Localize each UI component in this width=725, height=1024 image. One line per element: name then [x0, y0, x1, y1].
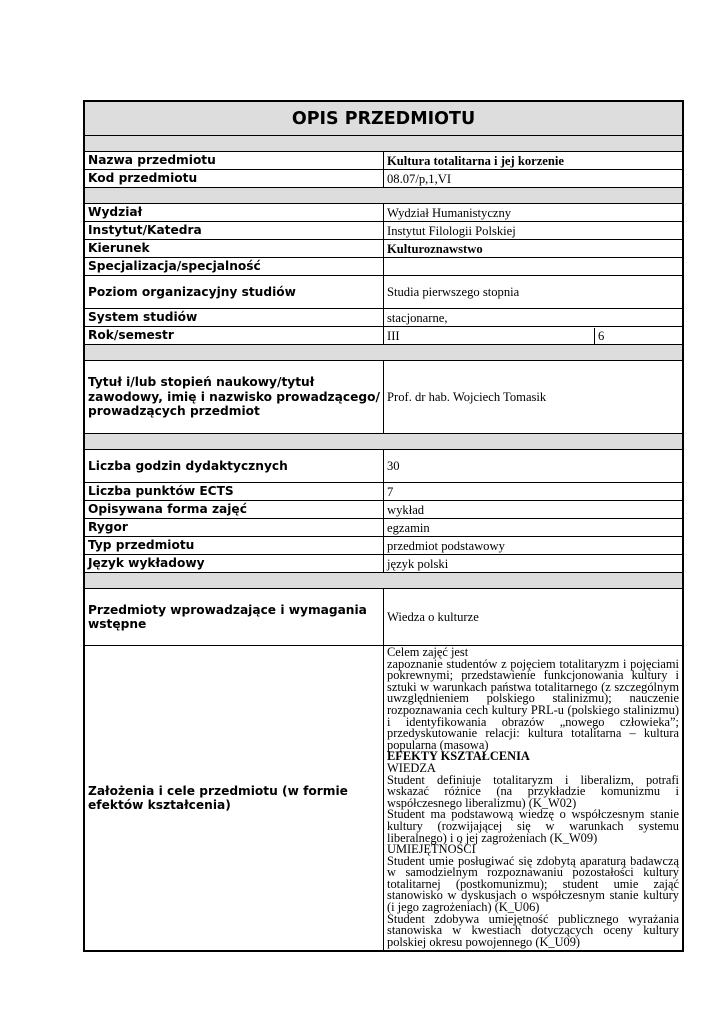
row-goals: [85, 646, 683, 951]
skills-heading: UMIEJĘTNOŚCI: [387, 842, 476, 857]
spacer-row: [85, 434, 683, 450]
goals-aims: zapoznanie studentów z pojęciem totalitaryzm i pojęciami pokrewnymi; przedstawienie funkcjonowania kultury i sztuki w warunkach państwa totalitarnego (z szczególnym uwzględnieniem polskiego stalinizmu); nauczenie rozpoznawania cech kultury PRL-u (polskiego stalinizmu) i identyfikowania obrazów „nowego człowieka”; przedyskutowanie relacji: kultura totalitarna – kultura popularna (masowa): [387, 656, 679, 752]
label-ects: Liczba punktów ECTS: [85, 483, 384, 501]
label-specialization: Specjalizacja/specjalność: [85, 258, 384, 276]
knowledge-effect-2: Student ma podstawową wiedzę o współczesnym stanie kultury (rozwijającej się w warunkach systemu liberalnego) i o jej zagrożeniach (K_W09): [387, 807, 679, 845]
row-field: [85, 240, 683, 258]
spacer-row: [85, 188, 683, 204]
value-course-type: przedmiot podstawowy: [384, 537, 683, 555]
label-field: Kierunek: [85, 240, 384, 258]
value-study-system: stacjonarne,: [384, 309, 683, 327]
value-lecturer: Prof. dr hab. Wojciech Tomasik: [384, 361, 683, 434]
row-ects: [85, 483, 683, 501]
label-rigor: Rygor: [85, 519, 384, 537]
row-study-system: [85, 309, 683, 327]
row-rigor: [85, 519, 683, 537]
row-faculty: [85, 204, 683, 222]
value-semester: 6: [598, 328, 605, 343]
label-course-type: Typ przedmiotu: [85, 537, 384, 555]
spacer-row: [85, 573, 683, 589]
row-class-form: [85, 501, 683, 519]
row-prerequisites: [85, 589, 683, 646]
label-study-level: Poziom organizacyjny studiów: [85, 276, 384, 309]
value-hours: 30: [384, 450, 683, 483]
title-row: [85, 102, 683, 136]
row-year-semester: [85, 327, 683, 345]
label-faculty: Wydział: [85, 204, 384, 222]
value-class-form: wykład: [384, 501, 683, 519]
value-ects: 7: [384, 483, 683, 501]
label-hours: Liczba godzin dydaktycznych: [85, 450, 384, 483]
row-study-level: [85, 276, 683, 309]
value-year-semester: [384, 327, 683, 345]
spacer-cell: [85, 136, 683, 152]
spacer-cell: [85, 434, 683, 450]
row-course-type: [85, 537, 683, 555]
spacer-row: [85, 136, 683, 152]
label-institute: Instytut/Katedra: [85, 222, 384, 240]
label-language: Język wykładowy: [85, 555, 384, 573]
value-institute: Instytut Filologii Polskiej: [384, 222, 683, 240]
effects-heading: EFEKTY KSZTAŁCENIA: [387, 749, 530, 764]
value-field: Kulturoznawstwo: [384, 240, 683, 258]
spacer-cell: [85, 573, 683, 589]
label-study-system: System studiów: [85, 309, 384, 327]
row-specialization: [85, 258, 683, 276]
spacer-cell: [85, 188, 683, 204]
value-year: III: [384, 328, 595, 344]
knowledge-effect-1: Student definiuje totalitaryzm i liberalizm, potrafi wskazać różnice (na przykładzie komunizmu i współczesnego liberalizmu) (K_W02): [387, 772, 679, 810]
spacer-cell: [85, 345, 683, 361]
year-semester-split: [384, 328, 682, 344]
label-year-semester: Rok/semestr: [85, 327, 384, 345]
label-class-form: Opisywana forma zajęć: [85, 501, 384, 519]
row-language: [85, 555, 683, 573]
course-table: [84, 101, 683, 951]
value-prerequisites: Wiedza o kulturze: [384, 589, 683, 646]
row-lecturer: [85, 361, 683, 434]
row-hours: [85, 450, 683, 483]
value-faculty: Wydział Humanistyczny: [384, 204, 683, 222]
knowledge-heading: WIEDZA: [387, 760, 436, 775]
label-course-code: Kod przedmiotu: [85, 170, 384, 188]
label-goals: Założenia i cele przedmiotu (w formie efektów kształcenia): [85, 646, 384, 951]
course-description-form: [83, 100, 684, 952]
row-institute: [85, 222, 683, 240]
value-language: język polski: [384, 555, 683, 573]
row-course-code: [85, 170, 683, 188]
spacer-row: [85, 345, 683, 361]
value-specialization: [384, 258, 683, 276]
value-rigor: egzamin: [384, 519, 683, 537]
skills-effect-1: Student umie posługiwać się zdobytą aparaturą badawczą w samodzielnym rozpoznawaniu pozostałości kultury totalitarnej (postkomunizmu); student umie zająć stanowisko w dyskusjach o współczesnym stanie kultury (i jego zagrożeniach) (K_U06): [387, 853, 679, 915]
value-course-code: 08.07/p,1,VI: [384, 170, 683, 188]
value-course-name: Kultura totalitarna i jej korzenie: [384, 152, 683, 170]
page-title: OPIS PRZEDMIOTU: [85, 102, 683, 136]
label-lecturer: Tytuł i/lub stopień naukowy/tytuł zawodowy, imię i nazwisko prowadzącego/ prowadzących przedmiot: [85, 361, 384, 434]
label-course-name: Nazwa przedmiotu: [85, 152, 384, 170]
row-course-name: [85, 152, 683, 170]
value-goals: [384, 646, 683, 951]
label-prerequisites: Przedmioty wprowadzające i wymagania wstępne: [85, 589, 384, 646]
skills-effect-2: Student zdobywa umiejętność publicznego wyrażania stanowiska w kwestiach dotyczących oceny kultury polskiej okresu powojennego (K_U09): [387, 911, 679, 949]
goals-intro: Celem zajęć jest: [387, 645, 469, 659]
value-study-level: Studia pierwszego stopnia: [384, 276, 683, 309]
